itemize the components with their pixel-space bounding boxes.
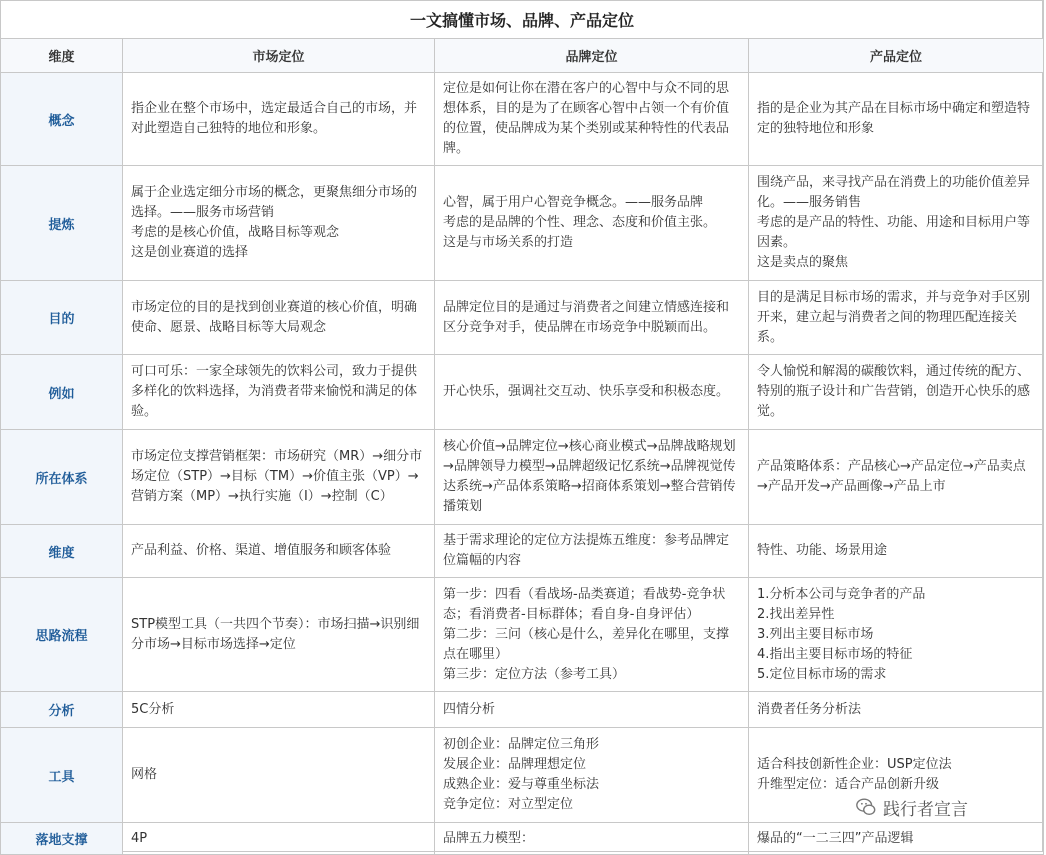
- table-title: 一文搞懂市场、品牌、产品定位: [1, 1, 1044, 39]
- brand-cell: 心智，属于用户心智竞争概念。——服务品牌 考虑的是品牌的个性、理念、态度和价值主张。 这是与市场关系的打造: [435, 166, 749, 281]
- product-cell: 特性、功能、场景用途: [749, 525, 1044, 578]
- row-label: 概念: [1, 73, 123, 166]
- brand-cell: 第一步：四看（看战场-品类赛道；看战势-竞争状态；看消费者-目标群体；看自身-自身评估） 第二步：三问（核心是什么，差异化在哪里，支撑点在哪里） 第三步：定位方法（参考工具）: [435, 578, 749, 692]
- wechat-icon: [855, 796, 877, 818]
- table-row: [1, 166, 1044, 281]
- market-cell: 指企业在整个市场中，选定最适合自己的市场，并对此塑造自己独特的地位和形象。: [123, 73, 435, 166]
- row-label: 落地支撑: [1, 823, 123, 855]
- brand-cell: 品牌五力模型：: [435, 823, 749, 855]
- header-brand: 品牌定位: [435, 39, 749, 73]
- product-cell: 消费者任务分析法: [749, 692, 1044, 728]
- market-cell: 可口可乐：一家全球领先的饮料公司，致力于提供多样化的饮料选择，为消费者带来愉悦和满足的体验。: [123, 355, 435, 430]
- row-label: 工具: [1, 728, 123, 823]
- product-cell: 产品策略体系：产品核心→产品定位→产品卖点→产品开发→产品画像→产品上市: [749, 430, 1044, 525]
- table-row: [1, 430, 1044, 525]
- product-cell: 围绕产品，来寻找产品在消费上的功能价值差异化。——服务销售 考虑的是产品的特性、功能、用途和目标用户等因素。 这是卖点的聚焦: [749, 166, 1044, 281]
- table-row: [1, 281, 1044, 355]
- table-row: [1, 355, 1044, 430]
- table-row: [1, 692, 1044, 728]
- row-label: 思路流程: [1, 578, 123, 692]
- market-cell: 网格: [123, 728, 435, 823]
- table-row: [1, 525, 1044, 578]
- table-row: [1, 73, 1044, 166]
- market-cell: 4P: [123, 823, 435, 855]
- market-cell: 5C分析: [123, 692, 435, 728]
- brand-cell: 四情分析: [435, 692, 749, 728]
- product-cell: 令人愉悦和解渴的碳酸饮料，通过传统的配方、特别的瓶子设计和广告营销，创造开心快乐的感觉。: [749, 355, 1044, 430]
- brand-cell: 定位是如何让你在潜在客户的心智中与众不同的思想体系，目的是为了在顾客心智中占领一个有价值的位置，使品牌成为某个类别或某种特性的代表品牌。: [435, 73, 749, 166]
- row-label: 分析: [1, 692, 123, 728]
- header-row: [1, 39, 1044, 73]
- product-cell: 1.分析本公司与竞争者的产品 2.找出差异性 3.列出主要目标市场 4.指出主要目标市场的特征 5.定位目标市场的需求: [749, 578, 1044, 692]
- watermark-text: 践行者宣言: [883, 799, 968, 820]
- table-row: [1, 823, 1044, 855]
- market-cell: 产品利益、价格、渠道、增值服务和顾客体验: [123, 525, 435, 578]
- product-cell: 爆品的“一二三四”产品逻辑: [749, 823, 1044, 855]
- brand-cell: 开心快乐，强调社交互动、快乐享受和积极态度。: [435, 355, 749, 430]
- market-cell: 市场定位的目的是找到创业赛道的核心价值，明确使命、愿景、战略目标等大局观念: [123, 281, 435, 355]
- table-row: [1, 578, 1044, 692]
- watermark: [855, 793, 1040, 821]
- header-market: 市场定位: [123, 39, 435, 73]
- brand-cell: 基于需求理论的定位方法提炼五维度：参考品牌定位篇幅的内容: [435, 525, 749, 578]
- row-label: 例如: [1, 355, 123, 430]
- product-cell: 目的是满足目标市场的需求，并与竞争对手区别开来，建立起与消费者之间的物理匹配连接关系。: [749, 281, 1044, 355]
- brand-cell: 核心价值→品牌定位→核心商业模式→品牌战略规划→品牌领导力模型→品牌超级记忆系统→品牌视觉传达系统→产品体系策略→招商体系策划→整合营销传播策划: [435, 430, 749, 525]
- product-cell: 指的是企业为其产品在目标市场中确定和塑造特定的独特地位和形象: [749, 73, 1044, 166]
- brand-cell: 品牌定位目的是通过与消费者之间建立情感连接和区分竞争对手，使品牌在市场竞争中脱颖而出。: [435, 281, 749, 355]
- market-cell: 属于企业选定细分市场的概念，更聚焦细分市场的选择。——服务市场营销 考虑的是核心价值，战略目标等观念 这是创业赛道的选择: [123, 166, 435, 281]
- brand-cell: 初创企业：品牌定位三角形 发展企业：品牌理想定位 成熟企业：爱与尊重坐标法 竞争定位：对立型定位: [435, 728, 749, 823]
- market-cell: 市场定位支撑营销框架：市场研究（MR）→细分市场定位（STP）→目标（TM）→价值主张（VP）→营销方案（MP）→执行实施（I）→控制（C）: [123, 430, 435, 525]
- header-dimension: 维度: [1, 39, 123, 73]
- row-label: 提炼: [1, 166, 123, 281]
- row-label: 所在体系: [1, 430, 123, 525]
- row-label: 目的: [1, 281, 123, 355]
- market-cell: STP模型工具（一共四个节奏）：市场扫描→识别细分市场→目标市场选择→定位: [123, 578, 435, 692]
- header-product: 产品定位: [749, 39, 1044, 73]
- row-label: 维度: [1, 525, 123, 578]
- product-cell: 适合科技创新性企业：USP定位法 升维型定位：适合产品创新升级: [749, 728, 1044, 823]
